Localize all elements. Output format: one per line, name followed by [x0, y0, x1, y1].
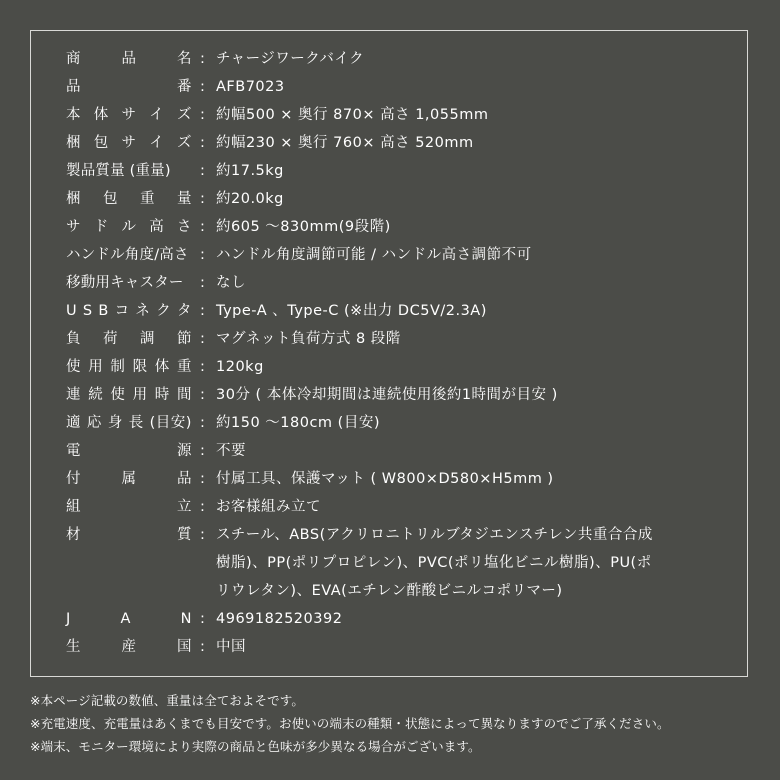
spec-label: [66, 521, 192, 549]
spec-colon: :: [200, 639, 206, 655]
spec-label-part: 体: [93, 107, 109, 123]
spec-label: [66, 381, 192, 409]
spec-label-part: 負: [66, 331, 81, 347]
spec-label-part: 用: [132, 387, 148, 403]
spec-row: [66, 409, 727, 437]
spec-label-part: 節: [177, 331, 192, 347]
spec-label-part: 製品質量 (重量): [66, 163, 171, 179]
spec-label-part: ズ: [177, 107, 192, 123]
note-charging: ※充電速度、充電量はあくまでも目安です。お使いの端末の種類・状態によって異なりますのでご了承ください。: [30, 716, 670, 731]
spec-row: [66, 129, 727, 157]
spec-label-part: 連: [66, 387, 81, 403]
spec-value-line: スチール、ABS(アクリロニトリルブタジエンスチレン共重合合成: [216, 527, 653, 543]
spec-colon: :: [200, 275, 206, 291]
spec-label-part: 使: [66, 359, 81, 375]
spec-row: [66, 465, 727, 493]
spec-colon: :: [200, 359, 206, 375]
spec-row: [66, 213, 727, 241]
spec-colon: :: [200, 79, 206, 95]
spec-label-part: 用: [88, 359, 104, 375]
spec-label-part: 立: [177, 499, 192, 515]
spec-label-part: イ: [149, 135, 165, 151]
spec-label-part: 制: [110, 359, 126, 375]
spec-value: 不要: [216, 443, 246, 459]
spec-colon: :: [200, 191, 206, 207]
spec-value: 120kg: [216, 359, 264, 375]
spec-label-part: 量: [177, 191, 192, 207]
spec-value: マグネット負荷方式 8 段階: [216, 331, 401, 347]
spec-value: AFB7023: [216, 79, 285, 95]
spec-colon: :: [200, 443, 206, 459]
spec-value: 約150 ～180cm (目安): [216, 415, 380, 431]
spec-row: [66, 157, 727, 185]
spec-label-part: 源: [177, 443, 192, 459]
spec-value: お客様組み立て: [216, 499, 321, 515]
spec-label-part: 付: [66, 471, 81, 487]
spec-value: 約17.5kg: [216, 163, 284, 179]
spec-row: [66, 381, 727, 409]
spec-label-part: ル: [121, 219, 137, 235]
spec-colon: :: [200, 219, 206, 235]
spec-label: [66, 353, 192, 381]
spec-table: [30, 30, 748, 677]
spec-colon: :: [200, 51, 206, 67]
spec-label-part: 梱: [66, 191, 81, 207]
spec-label: [66, 437, 192, 465]
spec-colon: :: [200, 163, 206, 179]
spec-label-part: 使: [110, 387, 126, 403]
spec-row: [66, 633, 727, 661]
spec-label-part: 間: [176, 387, 192, 403]
spec-label-part: サ: [121, 107, 137, 123]
spec-label-part: 身: [107, 415, 123, 431]
spec-label-part: B: [98, 303, 109, 319]
spec-colon: :: [200, 527, 206, 543]
spec-value: チャージワークバイク: [216, 51, 365, 67]
spec-label-part: N: [180, 611, 192, 627]
spec-label-part: ド: [93, 219, 109, 235]
spec-label-part: 重: [140, 191, 155, 207]
spec-label-part: 国: [177, 639, 192, 655]
spec-colon: :: [200, 247, 206, 263]
spec-label-part: 産: [121, 639, 137, 655]
spec-value: 付属工具、保護マット ( W800×D580×H5mm ): [216, 471, 554, 487]
spec-label-part: 番: [177, 79, 192, 95]
spec-label-part: サ: [121, 135, 137, 151]
spec-row: [66, 493, 727, 521]
spec-label-part: 重: [176, 359, 192, 375]
spec-row: [66, 73, 727, 101]
spec-row: [66, 353, 727, 381]
spec-label-part: ハンドル角度/高さ: [66, 247, 189, 263]
note-approximate: ※本ページ記載の数値、重量は全ておよそです。: [30, 693, 304, 708]
spec-value-line: リウレタン)、EVA(エチレン酢酸ビニルコポリマー): [216, 583, 563, 599]
spec-label-part: 名: [177, 51, 192, 67]
spec-label-part: イ: [149, 107, 165, 123]
spec-label-part: 品: [66, 79, 81, 95]
spec-label-part: 限: [132, 359, 148, 375]
note-color: ※端末、モニター環境により実際の商品と色味が多少異なる場合がございます。: [30, 739, 481, 754]
spec-label-part: U: [66, 303, 78, 319]
spec-value: ハンドル角度調節可能 / ハンドル高さ調節不可: [216, 247, 532, 263]
spec-colon: :: [200, 303, 206, 319]
spec-label-part: 梱: [66, 135, 81, 151]
spec-label-part: 本: [66, 107, 81, 123]
spec-value: なし: [216, 275, 246, 291]
spec-label-part: 移動用キャスター: [66, 275, 184, 291]
spec-label: [66, 101, 192, 129]
spec-colon: :: [200, 415, 206, 431]
spec-row: [66, 185, 727, 213]
spec-label-part: 品: [121, 51, 137, 67]
spec-label-part: 質: [177, 527, 192, 543]
spec-colon: :: [200, 107, 206, 123]
spec-label-part: ク: [156, 303, 172, 319]
spec-row: [66, 101, 727, 129]
spec-value: 約605 ～830mm(9段階): [216, 219, 391, 235]
spec-value: 約20.0kg: [216, 191, 284, 207]
spec-label: [66, 269, 192, 297]
spec-label-part: 包: [93, 135, 109, 151]
spec-label-part: コ: [114, 303, 130, 319]
spec-label-part: S: [82, 303, 93, 319]
spec-label-part: サ: [66, 219, 81, 235]
spec-label-part: 体: [154, 359, 170, 375]
spec-value: 中国: [216, 639, 246, 655]
spec-label-part: 応: [86, 415, 102, 431]
spec-row: [66, 325, 727, 353]
spec-label-part: 高: [149, 219, 165, 235]
spec-value: 30分 ( 本体冷却期間は連続使用後約1時間が目安 ): [216, 387, 558, 403]
spec-label-part: 生: [66, 639, 81, 655]
spec-label: [66, 465, 192, 493]
spec-colon: :: [200, 611, 206, 627]
spec-label: [66, 409, 192, 437]
spec-label: [66, 605, 192, 633]
spec-label: [66, 241, 192, 269]
spec-row: [66, 605, 727, 633]
spec-value-line: 樹脂)、PP(ポリプロピレン)、PVC(ポリ塩化ビニル樹脂)、PU(ポ: [216, 555, 652, 571]
spec-colon: :: [200, 331, 206, 347]
spec-value: 約幅500 × 奥行 870× 高さ 1,055mm: [216, 107, 489, 123]
spec-label-part: 調: [140, 331, 155, 347]
spec-colon: :: [200, 471, 206, 487]
spec-row: [66, 269, 727, 297]
spec-label-part: 長: [128, 415, 144, 431]
spec-value: 約幅230 × 奥行 760× 高さ 520mm: [216, 135, 474, 151]
spec-label: [66, 213, 192, 241]
spec-label-part: 属: [121, 471, 137, 487]
spec-label: [66, 493, 192, 521]
spec-label-part: 電: [66, 443, 81, 459]
spec-label: [66, 45, 192, 73]
notes: [30, 689, 760, 758]
spec-label-part: タ: [176, 303, 192, 319]
spec-label: [66, 297, 192, 325]
spec-label-part: 包: [103, 191, 118, 207]
spec-colon: :: [200, 387, 206, 403]
spec-label-part: ネ: [135, 303, 151, 319]
spec-label-part: 商: [66, 51, 81, 67]
spec-row: [66, 45, 727, 73]
spec-label-part: 続: [88, 387, 104, 403]
spec-row: [66, 297, 727, 325]
spec-value: 4969182520392: [216, 611, 343, 627]
spec-label-part: 材: [66, 527, 81, 543]
spec-label: [66, 633, 192, 661]
spec-label-part: A: [120, 611, 131, 627]
spec-row: [66, 521, 727, 599]
spec-label: [66, 185, 192, 213]
spec-label-part: さ: [177, 219, 192, 235]
spec-label-part: J: [66, 611, 71, 627]
spec-label-part: 品: [177, 471, 192, 487]
spec-label: [66, 73, 192, 101]
spec-label-part: 組: [66, 499, 81, 515]
spec-label-part: 荷: [103, 331, 118, 347]
spec-value: Type-A 、Type-C (※出力 DC5V/2.3A): [216, 303, 487, 319]
spec-colon: :: [200, 499, 206, 515]
spec-label-part: 適: [66, 415, 81, 431]
spec-colon: :: [200, 135, 206, 151]
spec-label: [66, 157, 192, 185]
spec-label: [66, 129, 192, 157]
spec-row: [66, 437, 727, 465]
spec-label-part: 時: [154, 387, 170, 403]
spec-label-part: (目安): [149, 415, 192, 431]
spec-label: [66, 325, 192, 353]
spec-row: [66, 241, 727, 269]
spec-label-part: ズ: [177, 135, 192, 151]
